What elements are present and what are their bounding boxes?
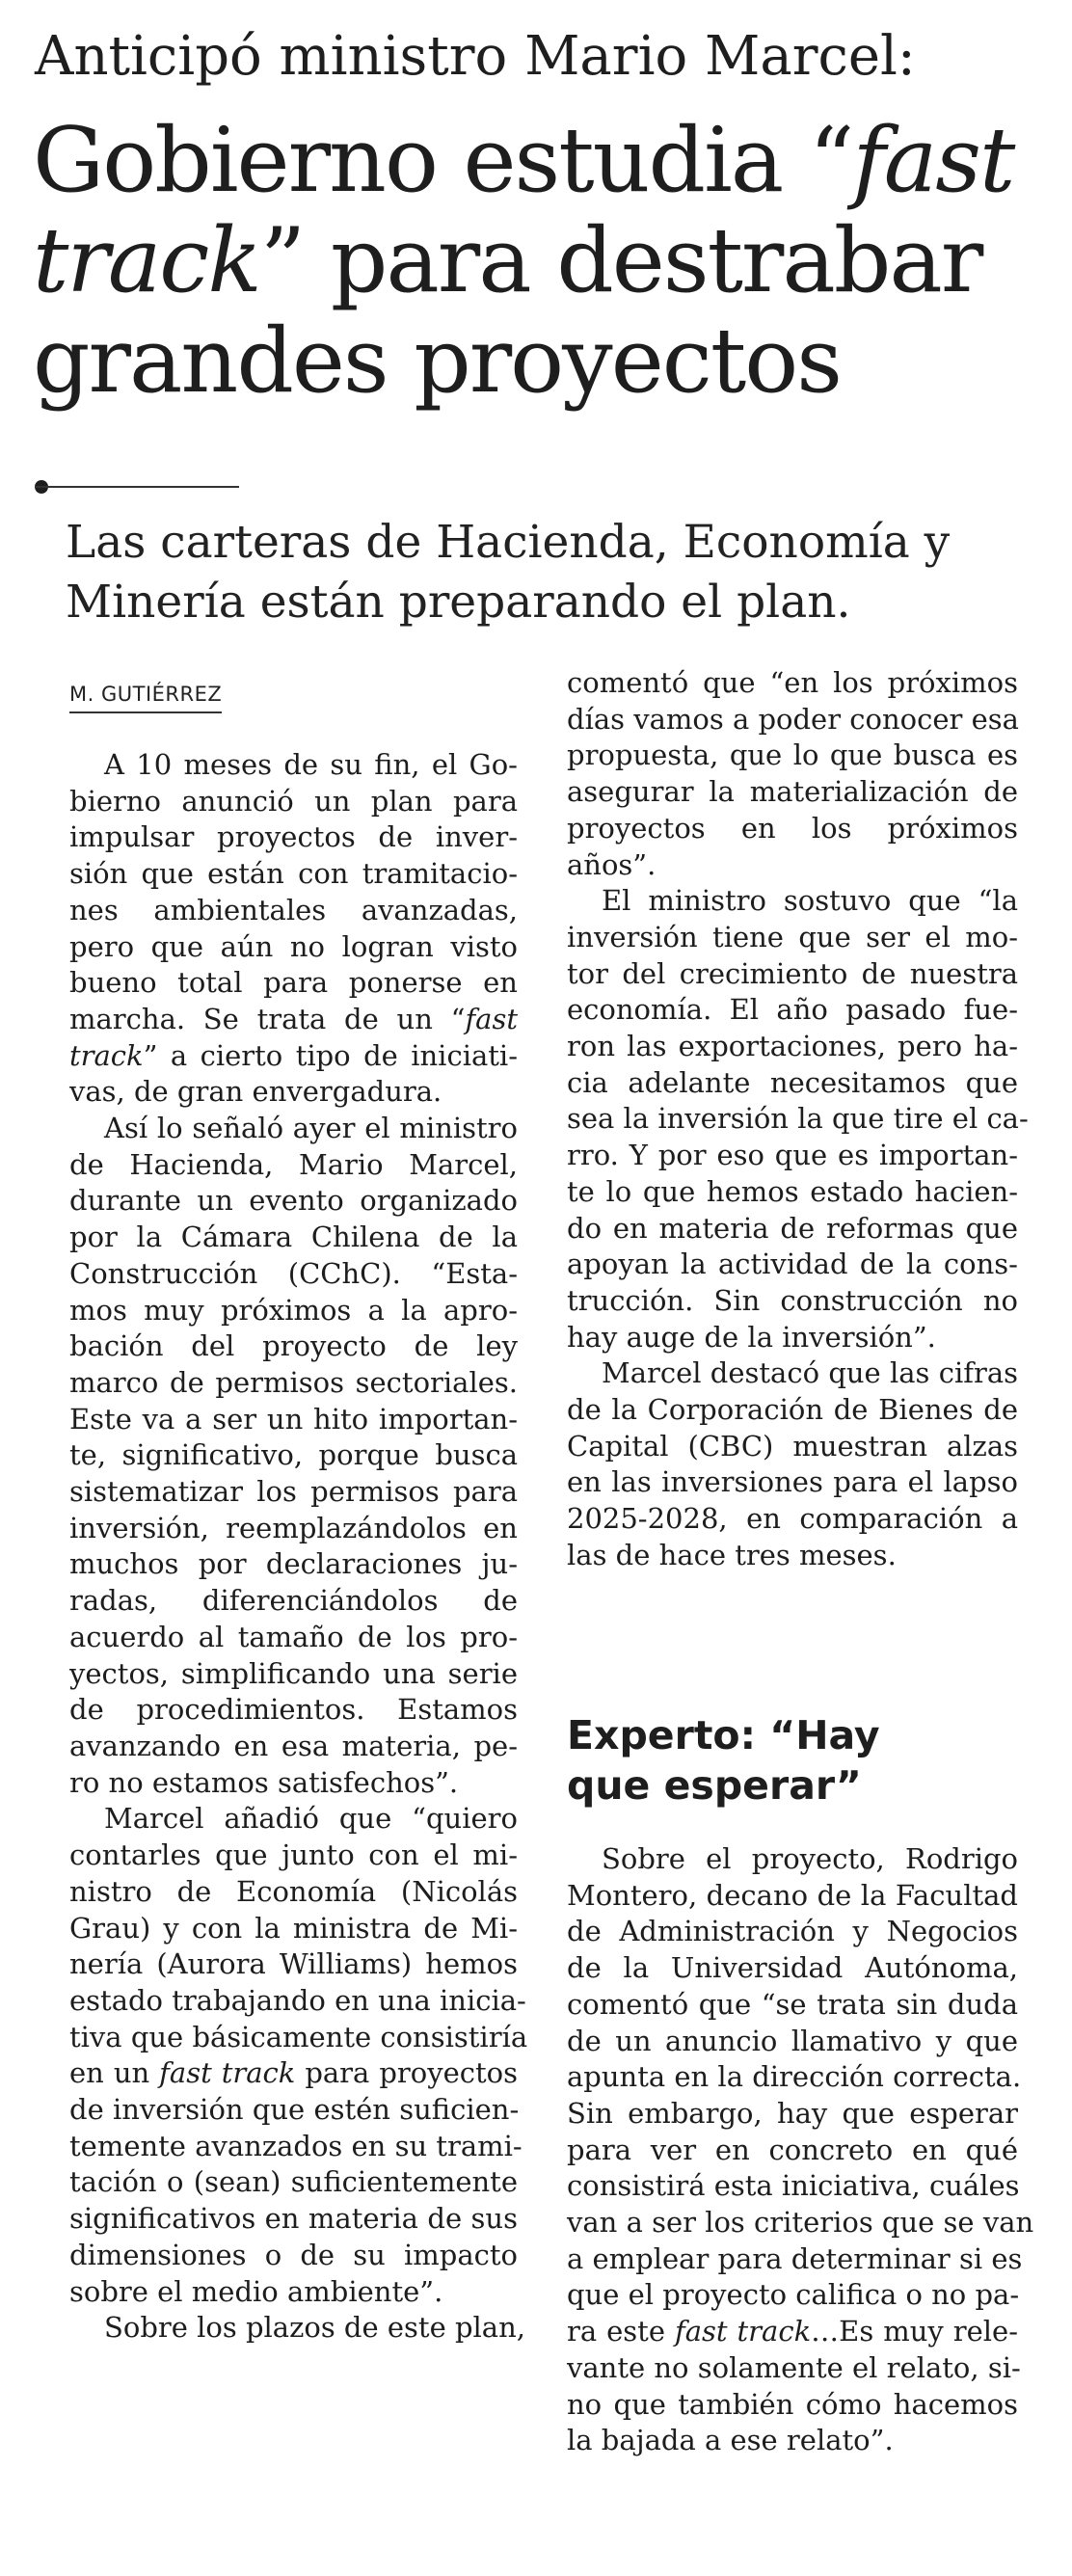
body-text-line: estado trabajando en una inicia- bbox=[69, 1983, 526, 2017]
body-text-line: Sin embargo, hay que esperar bbox=[567, 2096, 1018, 2130]
body-text-line: asegurar la materialización de bbox=[567, 775, 1018, 809]
body-text-line: nes ambientales avanzadas, bbox=[69, 893, 518, 926]
headline-text: ” para destrabar bbox=[259, 208, 982, 312]
body-text-line: de la Corporación de Bienes de bbox=[567, 1393, 1018, 1427]
body-text-line: pero que aún no logran visto bbox=[69, 929, 518, 963]
body-text-line: temente avanzados en su trami- bbox=[69, 2129, 523, 2162]
body-text-line: Marcel destacó que las cifras bbox=[602, 1356, 1018, 1390]
body-text-line: Sobre los plazos de este plan, bbox=[104, 2311, 525, 2345]
body-text-line: acuerdo al tamaño de los pro- bbox=[69, 1620, 518, 1653]
body-text-line: de la Universidad Autónoma, bbox=[567, 1951, 1018, 1985]
body-text-line: comentó que “en los próximos bbox=[567, 666, 1018, 699]
body-text-line: economía. El año pasado fue- bbox=[567, 993, 1018, 1027]
subhead-line: Experto: “Hay bbox=[567, 1712, 880, 1758]
body-text-line: vante no solamente el relato, si- bbox=[567, 2350, 1021, 2384]
body-text-line: Grau) y con la ministra de Mi- bbox=[69, 1911, 518, 1945]
body-text-line: El ministro sostuvo que “la bbox=[602, 884, 1018, 918]
body-text-line: dimensiones o de su impacto bbox=[69, 2238, 518, 2271]
right-column-bottom bbox=[567, 1841, 1034, 2459]
body-text-line: durante un evento organizado bbox=[69, 1184, 518, 1218]
headline-text: Gobierno estudia “ bbox=[33, 108, 853, 212]
body-text-line: te, significativo, porque busca bbox=[69, 1438, 518, 1472]
body-text-line: sea la inversión la que tire el ca- bbox=[567, 1102, 1029, 1136]
headline-italic: fast bbox=[852, 108, 1014, 212]
body-text-line: nería (Aurora Williams) hemos bbox=[69, 1947, 518, 1981]
body-text-line: apoyan la actividad de la cons- bbox=[567, 1248, 1018, 1281]
deck-line: Minería están preparando el plan. bbox=[66, 576, 851, 629]
body-text-line: bueno total para ponerse en bbox=[69, 966, 518, 1000]
body-text-line: rro. Y por eso que es importan- bbox=[567, 1139, 1018, 1172]
body-text-line: de Hacienda, Mario Marcel, bbox=[69, 1147, 518, 1181]
body-text-line: impulsar proyectos de inver- bbox=[69, 820, 518, 854]
subhead bbox=[567, 1710, 1020, 1811]
body-text-line: en las inversiones para el lapso bbox=[567, 1465, 1018, 1499]
body-text-line: tiva que básicamente consistiría bbox=[69, 2020, 528, 2053]
body-text-line: do en materia de reformas que bbox=[567, 1211, 1018, 1245]
body-text-line: de inversión que estén suficien- bbox=[69, 2093, 520, 2127]
body-text-line: por la Cámara Chilena de la bbox=[69, 1221, 518, 1254]
body-text-line: yectos, simplificando una serie bbox=[69, 1656, 518, 1690]
body-text-line: a emplear para determinar si es bbox=[567, 2241, 1023, 2275]
body-text-line: en un fast track para proyectos bbox=[69, 2056, 518, 2090]
deck-line: Las carteras de Hacienda, Economía y bbox=[66, 516, 951, 569]
body-text-line: cia adelante necesitamos que bbox=[567, 1065, 1018, 1099]
body-text-line: no que también cómo hacemos bbox=[567, 2387, 1018, 2421]
kicker: Anticipó ministro Mario Marcel: bbox=[35, 25, 916, 88]
body-text-line: sistematizar los permisos para bbox=[69, 1475, 518, 1509]
body-text-line: ra este fast track…Es muy rele- bbox=[567, 2315, 1018, 2348]
body-text-line: Este va a ser un hito importan- bbox=[69, 1402, 518, 1436]
body-text-line: significativos en materia de sus bbox=[69, 2202, 518, 2236]
body-text-line: 2025-2028, en comparación a bbox=[567, 1502, 1018, 1536]
body-text-line: nistro de Economía (Nicolás bbox=[69, 1874, 518, 1908]
body-text-line: vas, de gran envergadura. bbox=[69, 1075, 442, 1109]
body-text-line: Montero, decano de la Facultad bbox=[567, 1878, 1018, 1912]
body-text-line: tación o (sean) suficientemente bbox=[69, 2165, 518, 2199]
headline-line-2 bbox=[33, 210, 1055, 310]
body-text-line: ron las exportaciones, pero ha- bbox=[567, 1030, 1018, 1063]
body-text-line: tor del crecimiento de nuestra bbox=[567, 956, 1018, 990]
right-column-top bbox=[567, 665, 1029, 1574]
headline-line-1 bbox=[33, 110, 1055, 210]
body-text-line: hay auge de la inversión”. bbox=[567, 1320, 936, 1354]
body-text-line: bación del proyecto de ley bbox=[69, 1329, 518, 1363]
body-text-line: para ver en concreto en qué bbox=[567, 2133, 1018, 2166]
body-text-line: inversión, reemplazándolos en bbox=[69, 1511, 518, 1544]
body-text-line: días vamos a poder conocer esa bbox=[567, 702, 1019, 736]
body-text-line: de un anuncio llamativo y que bbox=[567, 2024, 1018, 2057]
body-text-line: propuesta, que lo que busca es bbox=[567, 738, 1018, 772]
body-text-line: Construcción (CChC). “Esta- bbox=[69, 1256, 518, 1290]
body-text-line: de procedimientos. Estamos bbox=[69, 1693, 518, 1727]
body-text-line: muchos por declaraciones ju- bbox=[69, 1547, 518, 1581]
body-text-line: marcha. Se trata de un “fast bbox=[69, 1002, 518, 1035]
body-text-line: de Administración y Negocios bbox=[567, 1915, 1018, 1948]
body-text-line: A 10 meses de su fin, el Go- bbox=[104, 748, 518, 781]
headline-line-3: grandes proyectos bbox=[33, 309, 841, 413]
body-text-line: comentó que “se trata sin duda bbox=[567, 1987, 1018, 2021]
body-text-line: apunta en la dirección correcta. bbox=[567, 2060, 1022, 2094]
body-text-line: radas, diferenciándolos de bbox=[69, 1584, 518, 1618]
body-text-line: ro no estamos satisfechos”. bbox=[69, 1765, 459, 1799]
body-text-line: que el proyecto califica o no pa- bbox=[567, 2278, 1020, 2312]
body-text-line: Capital (CBC) muestran alzas bbox=[567, 1429, 1018, 1462]
body-text-line: marco de permisos sectoriales. bbox=[69, 1365, 518, 1399]
body-text-line: trucción. Sin construcción no bbox=[567, 1283, 1018, 1317]
body-text-line: track” a cierto tipo de iniciati- bbox=[69, 1038, 518, 1072]
body-text-line: sión que están con tramitacio- bbox=[69, 857, 518, 891]
body-text-line: contarles que junto con el mi- bbox=[69, 1838, 518, 1872]
body-text-line: la bajada a ese relato”. bbox=[567, 2424, 894, 2457]
left-column bbox=[69, 747, 528, 2347]
body-text-line: van a ser los criterios que se van bbox=[567, 2206, 1034, 2240]
body-text-line: las de hace tres meses. bbox=[567, 1538, 897, 1571]
body-text-line: Marcel añadió que “quiero bbox=[104, 1802, 518, 1836]
body-text-line: Así lo señaló ayer el ministro bbox=[104, 1112, 518, 1145]
body-text-line: mos muy próximos a la apro- bbox=[69, 1293, 518, 1327]
body-text-line: Sobre el proyecto, Rodrigo bbox=[602, 1842, 1018, 1875]
body-text-line: avanzando en esa materia, pe- bbox=[69, 1729, 518, 1762]
body-text-line: años”. bbox=[567, 847, 657, 881]
body-text-line: sobre el medio ambiente”. bbox=[69, 2274, 443, 2308]
byline: M. GUTIÉRREZ bbox=[69, 683, 222, 713]
body-text-line: bierno anunció un plan para bbox=[69, 784, 518, 818]
body-text-line: consistirá esta iniciativa, cuáles bbox=[567, 2169, 1020, 2203]
body-text-line: proyectos en los próximos bbox=[567, 811, 1018, 845]
body-text-line: te lo que hemos estado hacien- bbox=[567, 1174, 1018, 1208]
headline bbox=[33, 110, 1055, 411]
subhead-line: que esperar” bbox=[567, 1762, 862, 1809]
body-text-line: inversión tiene que ser el mo- bbox=[567, 920, 1018, 953]
headline-italic: track bbox=[33, 208, 260, 312]
separator-rule bbox=[35, 486, 239, 488]
deck bbox=[66, 513, 1059, 632]
